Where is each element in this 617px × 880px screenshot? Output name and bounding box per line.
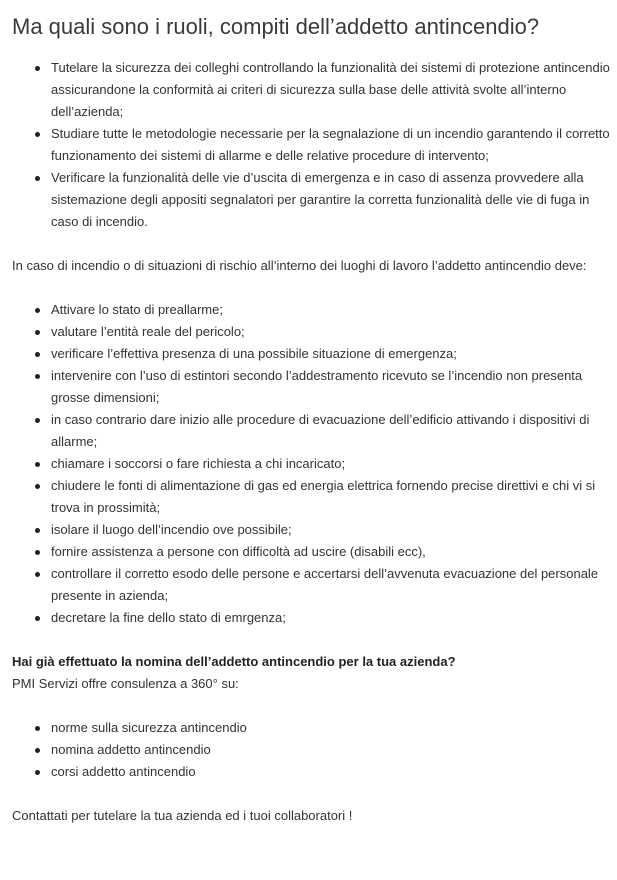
list-item: intervenire con l’uso di estintori secondo l’addestramento ricevuto se l’incendio non presenta grosse dimensioni; (51, 365, 612, 409)
question-heading: Hai già effettuato la nomina dell’addetto antincendio per la tua azienda? (12, 654, 456, 669)
list-item: valutare l’entità reale del pericolo; (51, 321, 612, 343)
list-item: Tutelare la sicurezza dei colleghi controllando la funzionalità dei sistemi di protezione antincendio assicurandone la conformità ai criteri di sicurezza sulla base delle attività svolte all’interno dell’azienda; (51, 57, 612, 123)
page-title: Ma quali sono i ruoli, compiti dell’addetto antincendio? (12, 14, 540, 39)
list-item: corsi addetto antincendio (51, 761, 612, 783)
list-item: Verificare la funzionalità delle vie d’uscita di emergenza e in caso di assenza provvedere alla sistemazione degli appositi segnalatori per garantire la corretta funzionalità delle vie di fuga in caso di incendio. (51, 167, 612, 233)
list-item: Attivare lo stato di preallarme; (51, 299, 612, 321)
list-item: decretare la fine dello stato di emrgenza; (51, 607, 612, 629)
list-item: chiudere le fonti di alimentazione di gas ed energia elettrica fornendo precise direttivi e chi vi si trova in prossimità; (51, 475, 612, 519)
emergency-actions-list (12, 299, 612, 629)
consulting-intro: PMI Servizi offre consulenza a 360° su: (12, 676, 239, 691)
roles-list (12, 57, 612, 233)
closing-text: Contattati per tutelare la tua azienda ed i tuoi collaboratori ! (12, 808, 353, 823)
list-item: norme sulla sicurezza antincendio (51, 717, 612, 739)
article (12, 14, 612, 827)
consulting-list (12, 717, 612, 783)
list-item: verificare l’effettiva presenza di una possibile situazione di emergenza; (51, 343, 612, 365)
emergency-intro: In caso di incendio o di situazioni di rischio all’interno dei luoghi di lavoro l’addetto antincendio deve: (12, 258, 587, 273)
list-item: isolare il luogo dell’incendio ove possibile; (51, 519, 612, 541)
list-item: nomina addetto antincendio (51, 739, 612, 761)
list-item: Studiare tutte le metodologie necessarie per la segnalazione di un incendio garantendo il corretto funzionamento dei sistemi di allarme e delle relative procedure di intervento; (51, 123, 612, 167)
list-item: chiamare i soccorsi o fare richiesta a chi incaricato; (51, 453, 612, 475)
list-item: in caso contrario dare inizio alle procedure di evacuazione dell’edificio attivando i dispositivi di allarme; (51, 409, 612, 453)
list-item: controllare il corretto esodo delle persone e accertarsi dell’avvenuta evacuazione del personale presente in azienda; (51, 563, 612, 607)
list-item: fornire assistenza a persone con difficoltà ad uscire (disabili ecc), (51, 541, 612, 563)
